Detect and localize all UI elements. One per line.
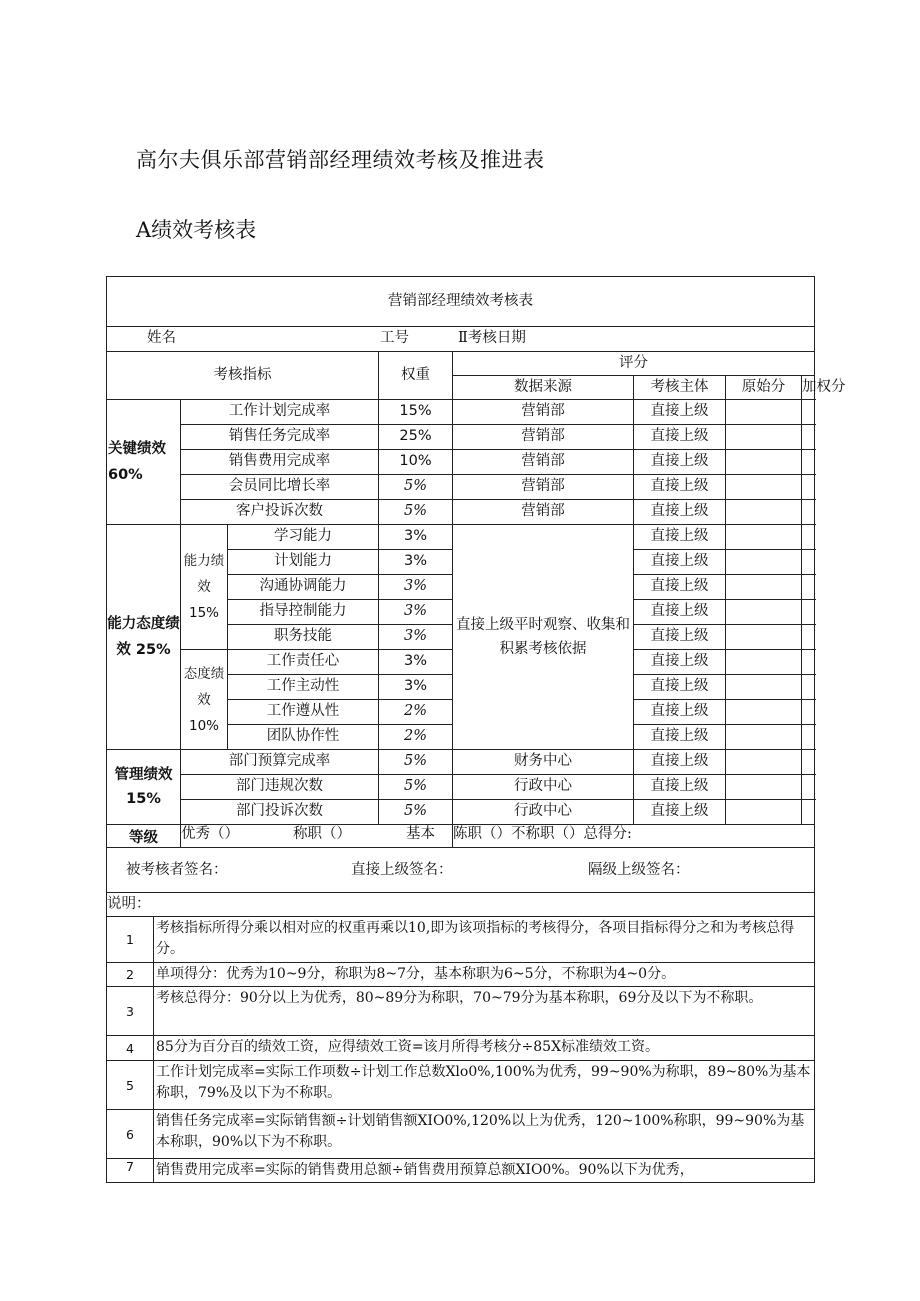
- raw-score-cell[interactable]: [726, 525, 802, 550]
- indicator-name: 销售任务完成率: [181, 425, 379, 450]
- table-row: [107, 425, 815, 450]
- note-number: 3: [107, 987, 154, 1036]
- assessor: 直接上级: [634, 750, 726, 775]
- indicator-name: 工作遵从性: [228, 700, 379, 725]
- management-performance-label: 管理绩效 15%: [107, 750, 181, 825]
- data-source: 行政中心: [453, 775, 634, 800]
- weighted-score-cell[interactable]: [802, 600, 815, 625]
- raw-score-cell[interactable]: [726, 750, 802, 775]
- raw-score-cell[interactable]: [726, 650, 802, 675]
- indicator-weight: 3%: [379, 575, 453, 600]
- indicator-weight: 3%: [379, 600, 453, 625]
- indicator-name: 学习能力: [228, 525, 379, 550]
- header-weighted: 加权分: [802, 376, 815, 400]
- note-row: [107, 1159, 815, 1183]
- indicator-weight: 3%: [379, 525, 453, 550]
- indicator-weight: 3%: [379, 675, 453, 700]
- indicator-weight: 2%: [379, 700, 453, 725]
- raw-score-cell[interactable]: [726, 400, 802, 425]
- attitude-performance-label: 态度绩效 10%: [181, 650, 228, 750]
- indicator-weight: 3%: [379, 650, 453, 675]
- note-row: [107, 917, 815, 963]
- header-score: 评分: [453, 352, 815, 376]
- raw-score-cell[interactable]: [726, 725, 802, 750]
- note-text: 考核总得分：90分以上为优秀，80~89分为称职，70~79分为基本称职，69分及以下为不称职。: [154, 987, 815, 1036]
- skip-level-signature[interactable]: 隔级上级签名：: [588, 862, 690, 878]
- assessor: 直接上级: [634, 625, 726, 650]
- indicator-name: 部门投诉次数: [181, 800, 379, 825]
- note-text: 工作计划完成率=实际工作项数÷计划工作总数Xlo0%,100%为优秀，99~90%为称职，89~80%为基本称职，79%及以下为不称职。: [154, 1061, 815, 1110]
- grade-competent-option[interactable]: 称职（）: [293, 826, 351, 842]
- examinee-signature[interactable]: 被考核者签名：: [126, 862, 228, 878]
- indicator-weight: 5%: [379, 500, 453, 525]
- indicator-weight: 3%: [379, 625, 453, 650]
- assessor: 直接上级: [634, 575, 726, 600]
- weighted-score-cell[interactable]: [802, 550, 815, 575]
- indicator-weight: 5%: [379, 775, 453, 800]
- indicator-weight: 10%: [379, 450, 453, 475]
- note-number: 4: [107, 1036, 154, 1061]
- note-number: 6: [107, 1110, 154, 1159]
- weighted-score-cell[interactable]: [802, 500, 815, 525]
- indicator-name: 指导控制能力: [228, 600, 379, 625]
- weighted-score-cell[interactable]: [802, 450, 815, 475]
- header-subject: 考核主体: [634, 376, 726, 400]
- assessor: 直接上级: [634, 800, 726, 825]
- grade-label: 等级: [107, 825, 181, 848]
- table-row: [107, 450, 815, 475]
- raw-score-cell[interactable]: [726, 575, 802, 600]
- raw-score-cell[interactable]: [726, 800, 802, 825]
- ability-attitude-label: 能力态度绩效 25%: [107, 525, 181, 750]
- table-row: [107, 500, 815, 525]
- raw-score-cell[interactable]: [726, 425, 802, 450]
- weighted-score-cell[interactable]: [802, 725, 815, 750]
- header-raw: 原始分: [726, 376, 802, 400]
- weighted-score-cell[interactable]: [802, 625, 815, 650]
- assessor: 直接上级: [634, 525, 726, 550]
- indicator-weight: 5%: [379, 475, 453, 500]
- assessor: 直接上级: [634, 425, 726, 450]
- indicator-name: 部门违规次数: [181, 775, 379, 800]
- assessor: 直接上级: [634, 675, 726, 700]
- weighted-score-cell[interactable]: [802, 800, 815, 825]
- header-weight: 权重: [379, 352, 453, 400]
- data-source: 营销部: [453, 500, 634, 525]
- table-row: [107, 400, 815, 425]
- assessor: 直接上级: [634, 500, 726, 525]
- table-caption: 营销部经理绩效考核表: [107, 277, 815, 327]
- signature-row: [107, 848, 815, 893]
- data-source: 营销部: [453, 475, 634, 500]
- indicator-weight: 25%: [379, 425, 453, 450]
- weighted-score-cell[interactable]: [802, 525, 815, 550]
- header-indicator: 考核指标: [107, 352, 379, 400]
- note-text: 85分为百分百的绩效工资，应得绩效工资=该月所得考核分÷85X标准绩效工资。: [154, 1036, 815, 1061]
- assessor: 直接上级: [634, 600, 726, 625]
- table-row: [107, 775, 815, 800]
- review-date-label: Ⅱ考核日期: [458, 330, 526, 346]
- indicator-name: 团队协作性: [228, 725, 379, 750]
- raw-score-cell[interactable]: [726, 550, 802, 575]
- weighted-score-cell[interactable]: [802, 775, 815, 800]
- weighted-score-cell[interactable]: [802, 425, 815, 450]
- grade-other-options: 陈职（）不称职（）总得分:: [453, 825, 815, 848]
- data-source: 行政中心: [453, 800, 634, 825]
- weighted-score-cell[interactable]: [802, 650, 815, 675]
- raw-score-cell[interactable]: [726, 475, 802, 500]
- note-row: [107, 1110, 815, 1159]
- supervisor-signature[interactable]: 直接上级签名：: [351, 862, 453, 878]
- indicator-name: 销售费用完成率: [181, 450, 379, 475]
- weighted-score-cell[interactable]: [802, 750, 815, 775]
- assessor: 直接上级: [634, 775, 726, 800]
- grade-excellent-option[interactable]: 优秀（）: [181, 826, 239, 842]
- indicator-name: 工作责任心: [228, 650, 379, 675]
- assessor: 直接上级: [634, 475, 726, 500]
- weighted-score-cell[interactable]: [802, 675, 815, 700]
- indicator-weight: 2%: [379, 725, 453, 750]
- capacity-performance-label: 能力绩效 15%: [181, 525, 228, 650]
- table-row: [107, 525, 815, 550]
- indicator-name: 沟通协调能力: [228, 575, 379, 600]
- table-row: [107, 800, 815, 825]
- assessor: 直接上级: [634, 400, 726, 425]
- assessor: 直接上级: [634, 700, 726, 725]
- info-row: [107, 327, 815, 352]
- indicator-weight: 5%: [379, 800, 453, 825]
- key-performance-label: 关键绩效 60%: [107, 400, 181, 525]
- note-text: 销售任务完成率=实际销售额÷计划销售额XIO0%,120%以上为优秀，120~100%称职，99~90%为基本称职，90%以下为不称职。: [154, 1110, 815, 1159]
- data-source: 营销部: [453, 425, 634, 450]
- indicator-weight: 5%: [379, 750, 453, 775]
- indicator-name: 部门预算完成率: [181, 750, 379, 775]
- ability-data-source: 直接上级平时观察、收集和积累考核依据: [453, 525, 634, 750]
- note-text: 考核指标所得分乘以相对应的权重再乘以10,即为该项指标的考核得分，各项目指标得分之和为考核总得分。: [154, 917, 815, 963]
- document-title: 高尔夫俱乐部营销部经理绩效考核及推进表: [136, 148, 545, 172]
- note-text: 销售费用完成率=实际的销售费用总额÷销售费用预算总额XIO0%。90%以下为优秀，: [154, 1159, 815, 1183]
- weighted-score-cell[interactable]: [802, 575, 815, 600]
- raw-score-cell[interactable]: [726, 600, 802, 625]
- raw-score-cell[interactable]: [726, 500, 802, 525]
- table-row: [107, 750, 815, 775]
- raw-score-cell[interactable]: [726, 700, 802, 725]
- note-row: [107, 1061, 815, 1110]
- data-source: 营销部: [453, 400, 634, 425]
- note-row: [107, 963, 815, 987]
- indicator-name: 计划能力: [228, 550, 379, 575]
- raw-score-cell[interactable]: [726, 775, 802, 800]
- table-row: [107, 475, 815, 500]
- data-source: 财务中心: [453, 750, 634, 775]
- document-subtitle: A绩效考核表: [136, 218, 257, 242]
- note-number: 1: [107, 917, 154, 963]
- assessor: 直接上级: [634, 450, 726, 475]
- notes-label: 说明：: [107, 893, 815, 917]
- note-number: 7: [107, 1159, 154, 1183]
- employee-id-label: 工号: [380, 330, 409, 346]
- name-label: 姓名: [147, 330, 176, 346]
- note-text: 单项得分：优秀为10~9分，称职为8~7分，基本称职为6~5分，不称职为4~0分。: [154, 963, 815, 987]
- assessor: 直接上级: [634, 550, 726, 575]
- appraisal-table: [106, 276, 846, 1183]
- indicator-name: 会员同比增长率: [181, 475, 379, 500]
- data-source: 营销部: [453, 450, 634, 475]
- note-row: [107, 1036, 815, 1061]
- weighted-score-cell[interactable]: [802, 475, 815, 500]
- indicator-weight: 15%: [379, 400, 453, 425]
- note-number: 5: [107, 1061, 154, 1110]
- indicator-weight: 3%: [379, 550, 453, 575]
- indicator-name: 工作计划完成率: [181, 400, 379, 425]
- raw-score-cell[interactable]: [726, 450, 802, 475]
- note-number: 2: [107, 963, 154, 987]
- raw-score-cell[interactable]: [726, 625, 802, 650]
- note-row: [107, 987, 815, 1036]
- weighted-score-cell[interactable]: [802, 400, 815, 425]
- indicator-name: 工作主动性: [228, 675, 379, 700]
- assessor: 直接上级: [634, 725, 726, 750]
- weighted-score-cell[interactable]: [802, 700, 815, 725]
- raw-score-cell[interactable]: [726, 675, 802, 700]
- assessor: 直接上级: [634, 650, 726, 675]
- indicator-name: 客户投诉次数: [181, 500, 379, 525]
- indicator-name: 职务技能: [228, 625, 379, 650]
- grade-basic-option[interactable]: 基本: [406, 826, 435, 842]
- header-source: 数据来源: [453, 376, 634, 400]
- grade-row: [107, 825, 815, 848]
